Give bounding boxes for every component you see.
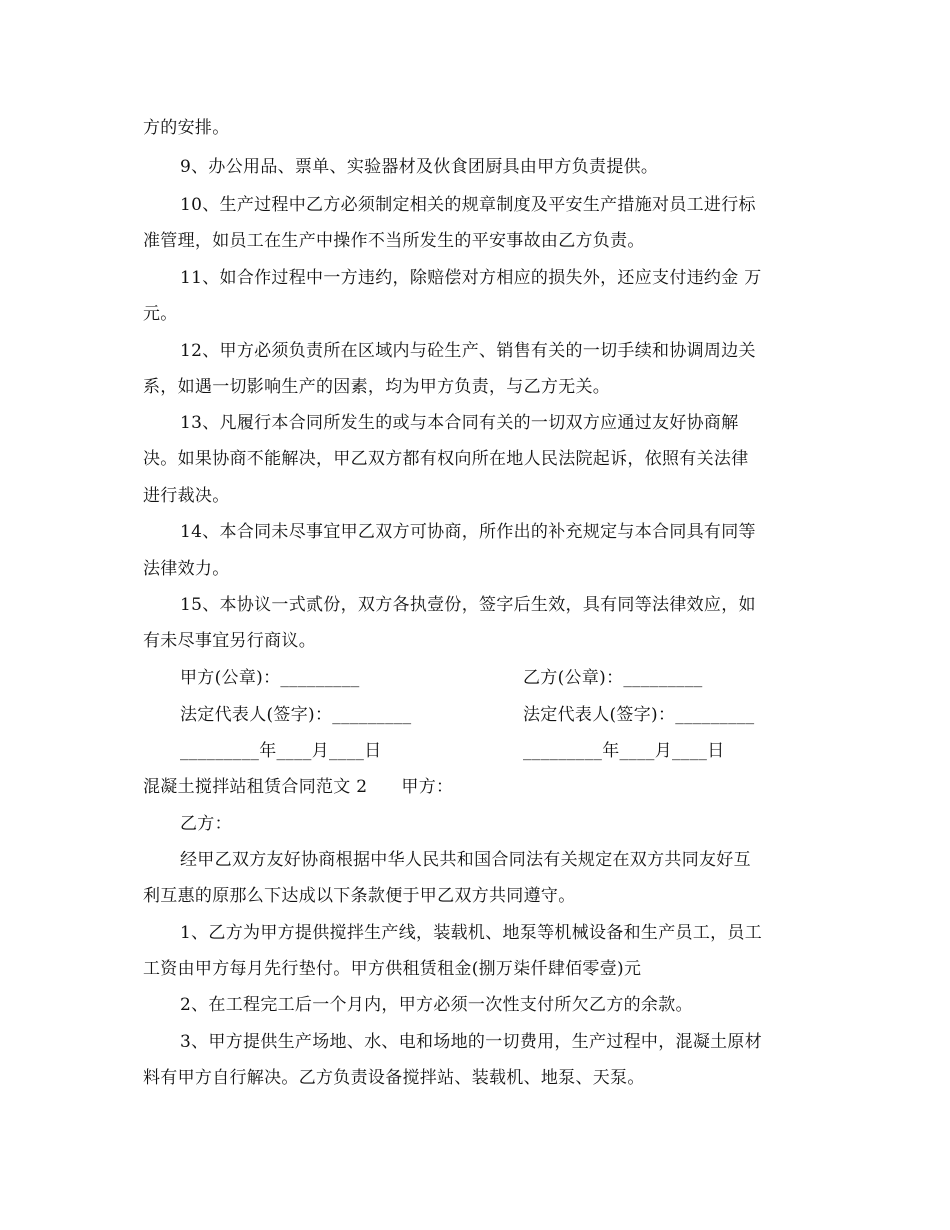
party-b-date-field: _________年____月____日 — [523, 741, 725, 761]
paragraph-line: 决。如果协商不能解决，甲乙双方都有权向所在地人民法院起诉，依照有关法律 — [143, 449, 749, 469]
section-2-title: 混凝土搅拌站租赁合同范文 2 — [143, 777, 368, 797]
paragraph-line: 元。 — [143, 304, 178, 324]
paragraph-line: 准管理，如员工在生产中操作不当所发生的平安事故由乙方负责。 — [143, 231, 645, 251]
party-a-representative-field: 法定代表人(签字)：_________ — [180, 705, 412, 725]
clause-15: 15、本协议一式贰份，双方各执壹份，签字后生效，具有同等法律效应，如 — [180, 595, 756, 615]
party-a-seal-field: 甲方(公章)：_________ — [180, 668, 360, 688]
section-2-clause-3: 3、甲方提供生产场地、水、电和场地的一切费用，生产过程中，混凝土原材 — [180, 1032, 763, 1052]
section-2-heading-row — [143, 775, 813, 799]
clause-13: 13、凡履行本合同所发生的或与本合同有关的一切双方应通过友好协商解 — [180, 413, 739, 433]
paragraph-line: 工资由甲方每月先行垫付。甲方供租赁租金(捌万柒仟肆佰零壹)元 — [143, 959, 642, 979]
clause-11: 11、如合作过程中一方违约，除赔偿对方相应的损失外，还应支付违约金 万 — [180, 268, 762, 288]
party-a-date-field: _________年____月____日 — [180, 741, 382, 761]
paragraph-line: 料有甲方自行解决。乙方负责设备搅拌站、装载机、地泵、天泵。 — [143, 1068, 645, 1088]
section-2-intro: 经甲乙双方友好协商根据中华人民共和国合同法有关规定在双方共同友好互 — [180, 850, 751, 870]
paragraph-line: 有未尽事宜另行商议。 — [143, 631, 316, 651]
section-2-clause-1: 1、乙方为甲方提供搅拌生产线，装载机、地泵等机械设备和生产员工，员工 — [180, 923, 763, 943]
paragraph-line: 利互惠的原那么下达成以下条款便于甲乙双方共同遵守。 — [143, 886, 576, 906]
clause-10: 10、生产过程中乙方必须制定相关的规章制度及平安生产措施对员工进行标 — [180, 195, 756, 215]
paragraph-line: 进行裁决。 — [143, 486, 230, 506]
paragraph-line: 方的安排。 — [143, 118, 230, 138]
section-2-clause-2: 2、在工程完工后一个月内，甲方必须一次性支付所欠乙方的余款。 — [180, 995, 693, 1015]
paragraph-line: 系，如遇一切影响生产的因素，均为甲方负责，与乙方无关。 — [143, 377, 611, 397]
paragraph-line: 法律效力。 — [143, 559, 230, 579]
party-b-seal-field: 乙方(公章)：_________ — [523, 668, 703, 688]
section-2-party-a: 甲方： — [401, 777, 454, 797]
clause-9: 9、办公用品、票单、实验器材及伙食团厨具由甲方负责提供。 — [180, 157, 659, 177]
clause-12: 12、甲方必须负责所在区域内与砼生产、销售有关的一切手续和协调周边关 — [180, 341, 756, 361]
section-2-party-b: 乙方： — [180, 814, 232, 834]
clause-14: 14、本合同未尽事宜甲乙双方可协商，所作出的补充规定与本合同具有同等 — [180, 522, 756, 542]
party-b-representative-field: 法定代表人(签字)：_________ — [523, 705, 755, 725]
